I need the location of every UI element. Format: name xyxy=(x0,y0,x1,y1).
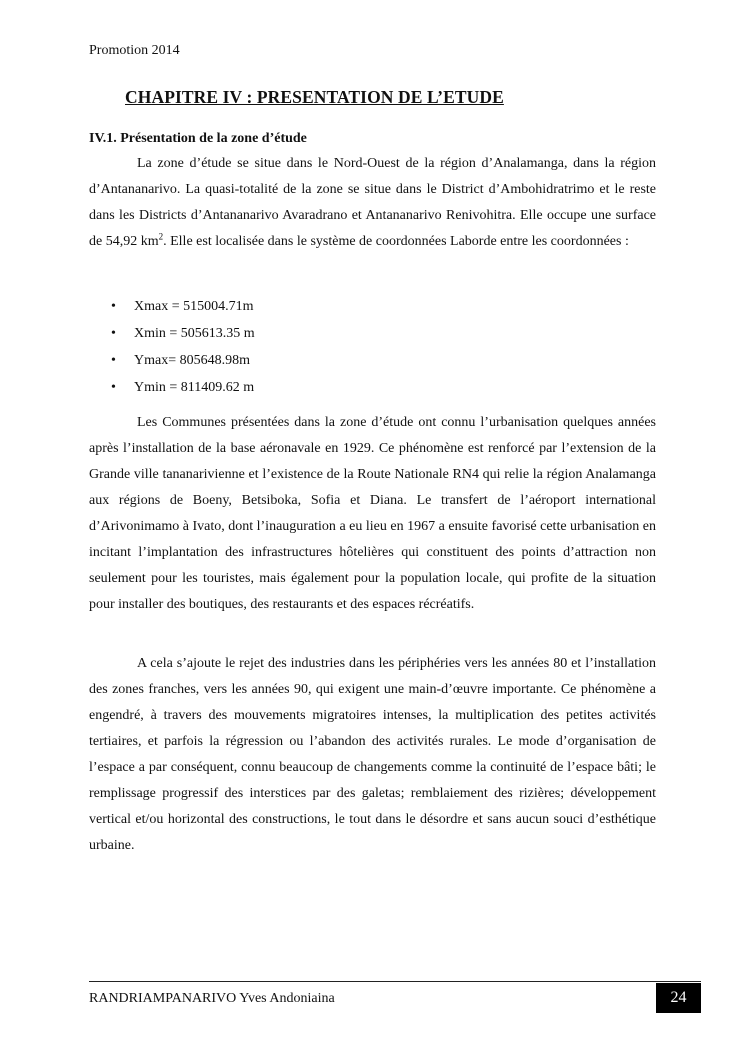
list-item xyxy=(89,374,255,401)
page-number: 24 xyxy=(656,983,701,1013)
bullet-icon: • xyxy=(111,299,116,314)
list-item xyxy=(89,293,255,320)
bullet-icon: • xyxy=(111,353,116,368)
page-header: Promotion 2014 xyxy=(89,43,180,58)
superscript: 2 xyxy=(158,231,164,242)
section-title: IV.1. Présentation de la zone d’étude xyxy=(89,131,307,146)
chapter-title: CHAPITRE IV : PRESENTATION DE L’ETUDE xyxy=(125,87,504,107)
bullet-icon: • xyxy=(111,380,116,395)
paragraph-urbanisation: Les Communes présentées dans la zone d’étude ont connu l’urbanisation quelques années après l’installation de la base aéronavale en 1929. Ce phénomène est renforcé par l’extension de la Grande ville tananarivienne et l’existence de la Route Nationale RN4 qui relie la région Analamanga aux régions de Boeny, Betsiboka, Sofia et Diana. Le transfert de l’aéroport international d’Arivonimamo à Ivato, dont l’inauguration a eu lieu en 1967 a ensuite favorisé cette urbanisation en incitant l’implantation des infrastructures hôtelières qui constituent des points d’attraction non seulement pour les touristes, mais également pour la population locale, qui profite de la situation pour installer des boutiques, des restaurants et des espaces récréatifs. xyxy=(89,415,656,612)
list-item xyxy=(89,320,255,347)
paragraph-text: La zone d’étude se situe dans le Nord-Ouest de la région d’Analamanga, dans la région d’Antananarivo. La quasi-totalité de la zone se situe dans le District d’Ambohidratrimo et le reste dans les Districts d’Antananarivo Avaradrano et Antananarivo Renivohitra. Elle occupe une surface de 54,92 km xyxy=(89,156,656,249)
coordinates-list xyxy=(89,293,255,401)
footer-divider xyxy=(89,981,701,982)
list-item-text: Ymax= 805648.98m xyxy=(134,353,250,368)
bullet-icon: • xyxy=(111,326,116,341)
list-item-text: Ymin = 811409.62 m xyxy=(134,380,255,395)
paragraph-zone-description xyxy=(89,151,656,255)
list-item-text: Xmin = 505613.35 m xyxy=(134,326,255,341)
paragraph-industries: A cela s’ajoute le rejet des industries dans les périphéries vers les années 80 et l’installation des zones franches, vers les années 90, qui exigent une main-d’œuvre importante. Ce phénomène a engendré, à travers des mouvements migratoires intenses, la multiplication des petites activités tertiaires, et parfois la régression ou l’abandon des activités rurales. Le mode d’organisation de l’espace a par conséquent, connu beaucoup de changements comme la continuité de l’espace bâti; le remplissage progressif des interstices par des galetas; remblaiement des rizières; développement vertical et/ou horizontal des constructions, le tout dans le désordre et sans aucun souci d’esthétique urbaine. xyxy=(89,656,656,853)
footer-author: RANDRIAMPANARIVO Yves Andoniaina xyxy=(89,991,335,1006)
list-item xyxy=(89,347,255,374)
paragraph-text-continued: . Elle est localisée dans le système de coordonnées Laborde entre les coordonnées : xyxy=(163,234,629,249)
list-item-text: Xmax = 515004.71m xyxy=(134,299,254,314)
